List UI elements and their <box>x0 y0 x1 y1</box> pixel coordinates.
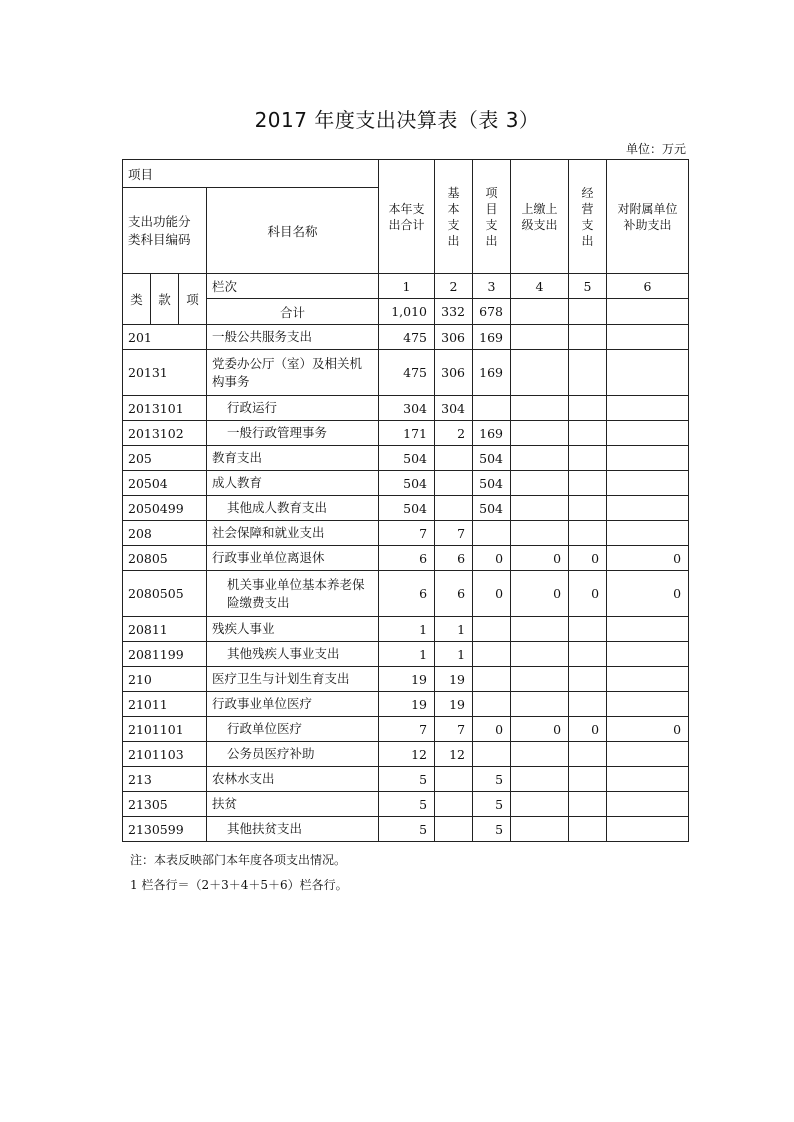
row-value: 306 <box>435 350 473 396</box>
row-value <box>511 767 569 792</box>
row-name: 其他残疾人事业支出 <box>207 642 379 667</box>
row-code: 2013102 <box>123 421 207 446</box>
row-value <box>511 446 569 471</box>
header-name-label: 科目名称 <box>207 188 379 274</box>
total-value: 678 <box>473 299 511 325</box>
row-code: 20131 <box>123 350 207 396</box>
row-value: 19 <box>379 692 435 717</box>
row-value: 19 <box>379 667 435 692</box>
row-value <box>569 642 607 667</box>
row-code: 2050499 <box>123 496 207 521</box>
row-value: 0 <box>569 571 607 617</box>
row-value <box>607 446 689 471</box>
row-value <box>607 617 689 642</box>
row-value: 12 <box>379 742 435 767</box>
table-row <box>123 521 689 546</box>
row-value <box>511 325 569 350</box>
table-row <box>123 396 689 421</box>
row-name: 行政事业单位医疗 <box>207 692 379 717</box>
row-name: 行政事业单位离退休 <box>207 546 379 571</box>
row-value <box>607 350 689 396</box>
row-value <box>473 617 511 642</box>
total-value: 332 <box>435 299 473 325</box>
header-code-label: 支出功能分类科目编码 <box>123 188 207 274</box>
row-value: 0 <box>607 717 689 742</box>
table-row <box>123 350 689 396</box>
row-name: 行政单位医疗 <box>207 717 379 742</box>
row-value <box>607 396 689 421</box>
total-label: 合计 <box>207 299 379 325</box>
row-code: 20811 <box>123 617 207 642</box>
total-value <box>569 299 607 325</box>
row-value <box>607 471 689 496</box>
note-2: 1 栏各行＝（2＋3＋4＋5＋6）栏各行。 <box>130 878 348 892</box>
row-value <box>473 396 511 421</box>
row-value: 2 <box>435 421 473 446</box>
row-value: 5 <box>379 767 435 792</box>
table-row <box>123 817 689 842</box>
row-value: 5 <box>379 792 435 817</box>
row-value <box>511 421 569 446</box>
row-value <box>569 421 607 446</box>
row-value <box>473 692 511 717</box>
table-row <box>123 642 689 667</box>
row-value <box>607 692 689 717</box>
row-value: 169 <box>473 350 511 396</box>
header-lanci: 栏次 <box>207 274 379 299</box>
row-code: 2013101 <box>123 396 207 421</box>
table-row <box>123 421 689 446</box>
row-value <box>569 396 607 421</box>
row-value: 6 <box>435 571 473 617</box>
row-value: 504 <box>473 471 511 496</box>
header-xiang: 项 <box>179 274 207 325</box>
row-value: 304 <box>379 396 435 421</box>
row-value <box>435 496 473 521</box>
row-value: 6 <box>379 546 435 571</box>
row-value: 169 <box>473 325 511 350</box>
row-name: 一般公共服务支出 <box>207 325 379 350</box>
row-name: 扶贫 <box>207 792 379 817</box>
row-value: 169 <box>473 421 511 446</box>
row-name: 农林水支出 <box>207 767 379 792</box>
row-value <box>569 521 607 546</box>
row-value <box>607 667 689 692</box>
row-value: 0 <box>473 571 511 617</box>
col-number: 2 <box>435 274 473 299</box>
row-value <box>435 767 473 792</box>
row-value: 1 <box>379 617 435 642</box>
row-code: 20805 <box>123 546 207 571</box>
row-value <box>607 742 689 767</box>
header-col-basic: 基本支出 <box>435 160 473 274</box>
col-number: 5 <box>569 274 607 299</box>
unit-label: 单位：万元 <box>625 142 686 156</box>
row-name: 社会保障和就业支出 <box>207 521 379 546</box>
row-code: 21305 <box>123 792 207 817</box>
row-value: 5 <box>473 792 511 817</box>
total-value <box>607 299 689 325</box>
row-value <box>607 421 689 446</box>
row-value: 7 <box>435 521 473 546</box>
col-number: 4 <box>511 274 569 299</box>
row-value: 504 <box>379 446 435 471</box>
row-name: 教育支出 <box>207 446 379 471</box>
col-number: 1 <box>379 274 435 299</box>
row-value <box>569 446 607 471</box>
row-value <box>569 617 607 642</box>
col-number: 3 <box>473 274 511 299</box>
row-value: 0 <box>473 717 511 742</box>
expenditure-table <box>122 159 689 842</box>
row-value: 0 <box>569 717 607 742</box>
row-value <box>511 617 569 642</box>
row-value <box>511 496 569 521</box>
row-value: 19 <box>435 667 473 692</box>
row-code: 208 <box>123 521 207 546</box>
row-value <box>473 521 511 546</box>
table-row <box>123 571 689 617</box>
table-row <box>123 546 689 571</box>
row-name: 机关事业单位基本养老保险缴费支出 <box>207 571 379 617</box>
table-row <box>123 325 689 350</box>
row-code: 2081199 <box>123 642 207 667</box>
row-value <box>607 792 689 817</box>
row-value <box>569 496 607 521</box>
row-value: 0 <box>511 717 569 742</box>
row-value <box>473 742 511 767</box>
table-row <box>123 471 689 496</box>
table-row <box>123 717 689 742</box>
row-value: 306 <box>435 325 473 350</box>
row-value <box>511 667 569 692</box>
row-name: 行政运行 <box>207 396 379 421</box>
row-value: 12 <box>435 742 473 767</box>
row-value: 5 <box>379 817 435 842</box>
row-value: 504 <box>379 471 435 496</box>
row-value <box>569 350 607 396</box>
header-col-upper: 上缴上级支出 <box>511 160 569 274</box>
total-value <box>511 299 569 325</box>
row-code: 210 <box>123 667 207 692</box>
row-value: 6 <box>435 546 473 571</box>
row-value <box>569 767 607 792</box>
row-value: 0 <box>511 546 569 571</box>
row-code: 213 <box>123 767 207 792</box>
row-value <box>607 817 689 842</box>
row-value: 171 <box>379 421 435 446</box>
row-value: 504 <box>379 496 435 521</box>
row-value: 5 <box>473 817 511 842</box>
row-value: 475 <box>379 325 435 350</box>
row-name: 党委办公厅（室）及相关机构事务 <box>207 350 379 396</box>
row-value <box>569 817 607 842</box>
row-code: 201 <box>123 325 207 350</box>
table-row <box>123 742 689 767</box>
row-value: 0 <box>511 571 569 617</box>
row-value <box>569 692 607 717</box>
row-name: 医疗卫生与计划生育支出 <box>207 667 379 692</box>
col-number: 6 <box>607 274 689 299</box>
row-value <box>607 521 689 546</box>
row-name: 其他扶贫支出 <box>207 817 379 842</box>
header-col-total: 本年支出合计 <box>379 160 435 274</box>
row-value: 1 <box>435 617 473 642</box>
row-value: 7 <box>435 717 473 742</box>
row-value <box>569 792 607 817</box>
total-value: 1,010 <box>379 299 435 325</box>
table-row <box>123 617 689 642</box>
row-value <box>569 742 607 767</box>
row-name: 一般行政管理事务 <box>207 421 379 446</box>
row-value <box>435 471 473 496</box>
row-code: 20504 <box>123 471 207 496</box>
row-value <box>435 817 473 842</box>
row-value <box>473 667 511 692</box>
row-value <box>607 642 689 667</box>
row-value <box>569 667 607 692</box>
row-value <box>511 471 569 496</box>
header-lei: 类 <box>123 274 151 325</box>
row-value: 1 <box>379 642 435 667</box>
row-value: 0 <box>569 546 607 571</box>
header-col-project: 项目支出 <box>473 160 511 274</box>
row-value: 504 <box>473 446 511 471</box>
row-name: 公务员医疗补助 <box>207 742 379 767</box>
row-value <box>473 642 511 667</box>
row-value <box>511 642 569 667</box>
row-value <box>607 496 689 521</box>
row-value <box>435 446 473 471</box>
table-row <box>123 667 689 692</box>
row-value <box>511 350 569 396</box>
table-row <box>123 692 689 717</box>
row-value: 7 <box>379 717 435 742</box>
row-value: 475 <box>379 350 435 396</box>
table-row <box>123 767 689 792</box>
row-value <box>607 767 689 792</box>
page-title: 2017 年度支出决算表（表 3） <box>254 108 540 132</box>
row-value <box>435 792 473 817</box>
header-kuan: 款 <box>151 274 179 325</box>
row-code: 205 <box>123 446 207 471</box>
row-code: 2101101 <box>123 717 207 742</box>
table-row <box>123 446 689 471</box>
row-value <box>511 817 569 842</box>
row-value <box>511 396 569 421</box>
row-code: 21011 <box>123 692 207 717</box>
row-code: 2101103 <box>123 742 207 767</box>
header-col-subsidiary: 对附属单位补助支出 <box>607 160 689 274</box>
row-value: 0 <box>607 546 689 571</box>
row-value: 504 <box>473 496 511 521</box>
row-value <box>607 325 689 350</box>
row-value <box>511 692 569 717</box>
row-value: 7 <box>379 521 435 546</box>
header-project: 项目 <box>123 160 379 188</box>
row-value <box>569 471 607 496</box>
row-value <box>511 792 569 817</box>
row-value: 6 <box>379 571 435 617</box>
row-value <box>569 325 607 350</box>
row-value <box>511 742 569 767</box>
row-value: 19 <box>435 692 473 717</box>
row-value: 1 <box>435 642 473 667</box>
row-value: 5 <box>473 767 511 792</box>
row-name: 其他成人教育支出 <box>207 496 379 521</box>
row-code: 2080505 <box>123 571 207 617</box>
row-value <box>511 521 569 546</box>
row-value: 304 <box>435 396 473 421</box>
header-col-business: 经营支出 <box>569 160 607 274</box>
table-row <box>123 496 689 521</box>
table-row <box>123 792 689 817</box>
row-name: 残疾人事业 <box>207 617 379 642</box>
row-name: 成人教育 <box>207 471 379 496</box>
note-1: 注：本表反映部门本年度各项支出情况。 <box>130 853 347 867</box>
row-value: 0 <box>473 546 511 571</box>
row-code: 2130599 <box>123 817 207 842</box>
row-value: 0 <box>607 571 689 617</box>
